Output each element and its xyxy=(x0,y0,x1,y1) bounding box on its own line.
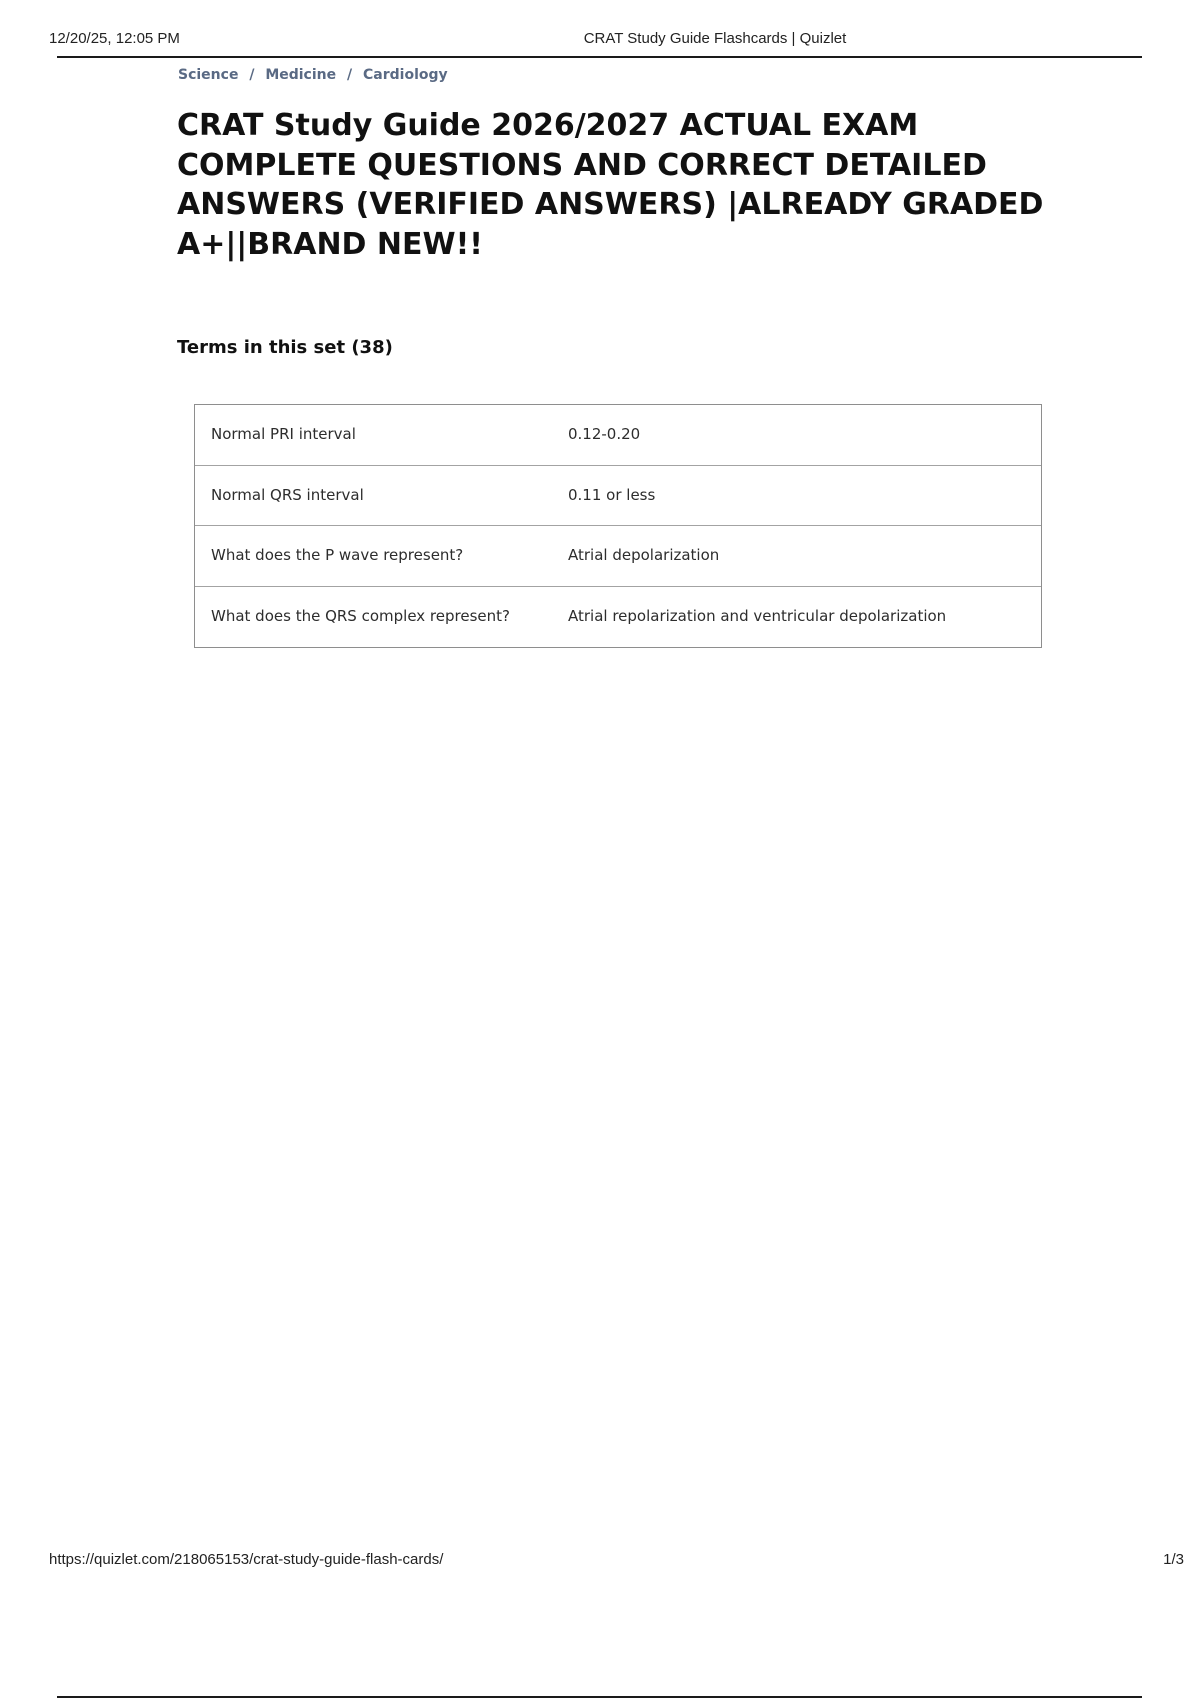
breadcrumb-separator: / xyxy=(347,67,353,83)
page-title: CRAT Study Guide 2026/2027 ACTUAL EXAM COMPLETE QUESTIONS AND CORRECT DETAILED ANSWERS (VERIFIED ANSWERS) |ALREADY GRADED A+||BRAND NEW!! xyxy=(177,108,1044,262)
definition-text: 0.11 or less xyxy=(568,485,656,504)
terms-table xyxy=(194,404,1042,648)
term-text: What does the QRS complex represent? xyxy=(211,606,510,625)
term-text: Normal QRS interval xyxy=(211,485,364,504)
print-header xyxy=(0,0,1200,58)
definition-text: Atrial depolarization xyxy=(568,546,720,564)
breadcrumb xyxy=(178,67,448,83)
definition-text: Atrial repolarization and ventricular depolarization xyxy=(568,606,947,625)
definition-text: 0.12-0.20 xyxy=(568,425,641,443)
breadcrumb-separator: / xyxy=(249,67,255,83)
terms-count-heading: Terms in this set (38) xyxy=(177,337,393,358)
table-row xyxy=(195,405,1041,466)
breadcrumb-item-science[interactable]: Science xyxy=(178,67,239,83)
footer-divider xyxy=(57,1696,1142,1698)
term-text: Normal PRI interval xyxy=(211,425,356,443)
page-indicator: 1/3 xyxy=(1163,1551,1184,1568)
table-row xyxy=(195,466,1041,527)
breadcrumb-item-cardiology[interactable]: Cardiology xyxy=(363,67,448,83)
print-datetime: 12/20/25, 12:05 PM xyxy=(49,30,180,47)
table-row xyxy=(195,587,1041,648)
print-document-title: CRAT Study Guide Flashcards | Quizlet xyxy=(583,30,847,47)
header-divider xyxy=(57,56,1142,58)
breadcrumb-item-medicine[interactable]: Medicine xyxy=(265,67,337,83)
print-footer-url: https://quizlet.com/218065153/crat-study-guide-flash-cards/ xyxy=(49,1551,444,1568)
table-row xyxy=(195,526,1041,587)
term-text: What does the P wave represent? xyxy=(211,546,464,564)
